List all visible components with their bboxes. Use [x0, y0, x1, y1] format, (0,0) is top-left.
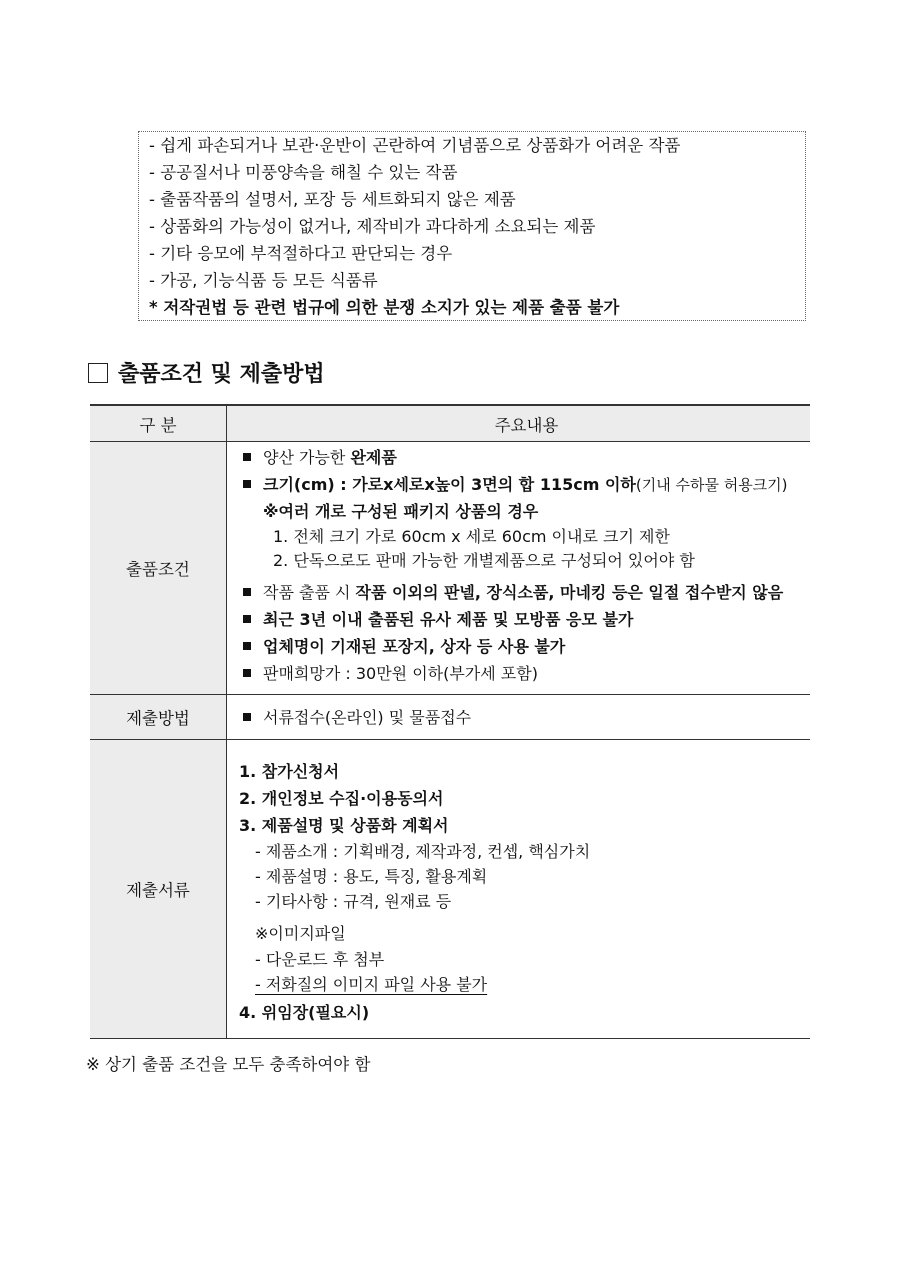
row-method [90, 695, 810, 740]
footnote: ※ 상기 출품 조건을 모두 충족하여야 함 [86, 1055, 371, 1074]
plan-detail-item: - 제품소개 : 기획배경, 제작과정, 컨셉, 핵심가치 [255, 842, 591, 861]
header-category: 구 분 [90, 406, 227, 441]
exclusion-copyright-note: * 저작권법 등 관련 법규에 의한 분쟁 소지가 있는 제품 출품 불가 [149, 298, 620, 317]
condition-item: 판매희망가 : 30만원 이하(부가세 포함) [243, 660, 810, 687]
condition-item: 업체명이 기재된 포장지, 상자 등 사용 불가 [243, 633, 810, 660]
bullet-square-icon [243, 480, 251, 488]
exclusion-item: - 가공, 기능식품 등 모든 식품류 [149, 271, 378, 290]
package-note-item: 1. 전체 크기 가로 60cm x 세로 60cm 이내로 크기 제한 [273, 527, 670, 546]
row-conditions [90, 442, 810, 695]
table-header-row [90, 406, 810, 442]
conditions-table [90, 404, 810, 1039]
documents-content [227, 740, 810, 1038]
row-label-documents: 제출서류 [90, 740, 227, 1038]
condition-item: 크기(cm) : 가로x세로x높이 3면의 합 115cm 이하(기내 수하물 허용크기) [243, 471, 810, 498]
condition-item: 최근 3년 이내 출품된 유사 제품 및 모방품 응모 불가 [243, 606, 810, 633]
bullet-square-icon [243, 669, 251, 677]
section-title [88, 358, 325, 392]
conditions-content [227, 442, 810, 694]
package-note-title: ※여러 개로 구성된 패키지 상품의 경우 [263, 502, 539, 521]
exclusion-item: - 출품작품의 설명서, 포장 등 세트화되지 않은 제품 [149, 190, 516, 209]
bullet-square-icon [243, 713, 251, 721]
document-item: 2. 개인정보 수집·이용동의서 [239, 789, 444, 808]
image-file-item: - 다운로드 후 첨부 [255, 950, 385, 969]
exclusion-item: - 상품화의 가능성이 없거나, 제작비가 과다하게 소요되는 제품 [149, 217, 596, 236]
row-documents [90, 740, 810, 1038]
exclusion-item: - 기타 응모에 부적절하다고 판단되는 경우 [149, 244, 453, 263]
plan-detail-item: - 기타사항 : 규격, 원재료 등 [255, 892, 452, 911]
header-content: 주요내용 [227, 406, 810, 441]
method-content [227, 695, 810, 739]
exclusion-list-box [138, 131, 806, 321]
bullet-square-icon [243, 615, 251, 623]
checkbox-square-icon [88, 363, 108, 383]
method-item: 서류접수(온라인) 및 물품접수 [243, 704, 471, 731]
bullet-square-icon [243, 588, 251, 596]
plan-detail-item: - 제품설명 : 용도, 특징, 활용계획 [255, 867, 488, 886]
exclusion-item: - 공공질서나 미풍양속을 해칠 수 있는 작품 [149, 163, 458, 182]
exclusion-item: - 쉽게 파손되거나 보관·운반이 곤란하여 기념품으로 상품화가 어려운 작품 [149, 136, 681, 155]
document-item: 1. 참가신청서 [239, 762, 340, 781]
condition-item: 작품 출품 시 작품 이외의 판넬, 장식소품, 마네킹 등은 일절 접수받지 않음 [243, 579, 810, 606]
row-label-method: 제출방법 [90, 695, 227, 739]
section-title-text: 출품조건 및 제출방법 [118, 362, 325, 387]
row-label-conditions: 출품조건 [90, 442, 227, 694]
package-note [243, 498, 810, 573]
document-item: 4. 위임장(필요시) [239, 1003, 370, 1022]
image-file-item: - 저화질의 이미지 파일 사용 불가 [255, 975, 488, 994]
image-file-note: ※이미지파일 [255, 924, 346, 943]
package-note-item: 2. 단독으로도 판매 가능한 개별제품으로 구성되어 있어야 함 [273, 551, 695, 570]
bullet-square-icon [243, 453, 251, 461]
condition-item: 양산 가능한 완제품 [243, 444, 810, 471]
document-item: 3. 제품설명 및 상품화 계획서 [239, 816, 449, 835]
bullet-square-icon [243, 642, 251, 650]
